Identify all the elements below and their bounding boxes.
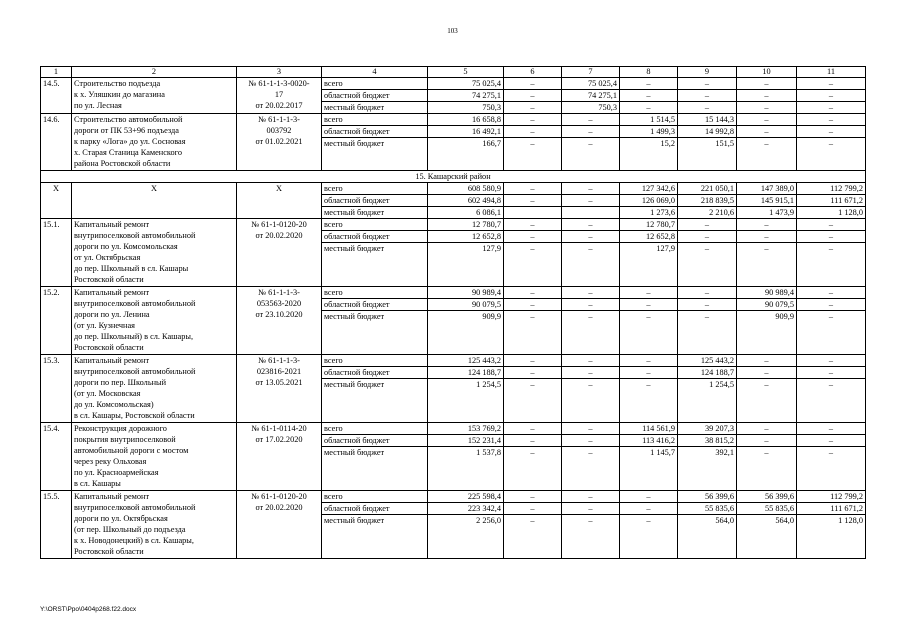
amount-cell: 75 025,4 (428, 78, 504, 90)
amount-cell: – (797, 435, 866, 447)
column-header: 1 (41, 67, 72, 78)
amount-cell (504, 207, 562, 219)
amount-cell: – (797, 287, 866, 299)
amount-cell: 16 658,8 (428, 114, 504, 126)
amount-cell: – (504, 435, 562, 447)
amount-cell: – (562, 379, 620, 423)
amount-cell: – (504, 102, 562, 114)
amount-cell: – (562, 355, 620, 367)
column-header: 4 (322, 67, 428, 78)
amount-cell: – (737, 102, 797, 114)
column-header: 8 (620, 67, 678, 78)
row-number: 15.5. (41, 491, 72, 559)
amount-cell: – (737, 114, 797, 126)
design-document: № 61-1-1-3- 003792 от 01.02.2021 (237, 114, 322, 171)
amount-cell: – (562, 183, 620, 195)
amount-cell: 39 207,3 (678, 423, 737, 435)
region-total-row (41, 183, 866, 195)
amount-cell: – (737, 435, 797, 447)
amount-cell: 127,9 (620, 243, 678, 287)
amount-cell: – (620, 491, 678, 503)
budget-source: областной бюджет (322, 503, 428, 515)
amount-cell: – (797, 379, 866, 423)
amount-cell: – (737, 78, 797, 90)
amount-cell: 124 188,7 (678, 367, 737, 379)
amount-cell: – (562, 287, 620, 299)
amount-cell: – (797, 126, 866, 138)
amount-cell: 112 799,2 (797, 183, 866, 195)
budget-source: областной бюджет (322, 90, 428, 102)
amount-cell: – (504, 379, 562, 423)
amount-cell: 111 671,2 (797, 195, 866, 207)
object-name: Строительство автомобильной дороги от ПК 53+96 подъезда к парку «Лога» до ул. Сосновая х. Старая Станица Каменского района Ростовской области (72, 114, 237, 171)
object-name: Капитальный ремонт внутрипоселковой автомобильной дороги по ул. Ленина (от ул. Кузнечная до пер. Школьный) в сл. Кашары, Ростовской области (72, 287, 237, 355)
amount-cell: – (562, 243, 620, 287)
amount-cell: – (678, 299, 737, 311)
amount-cell: – (797, 367, 866, 379)
amount-cell: – (562, 114, 620, 126)
amount-cell: – (562, 126, 620, 138)
amount-cell: 1 537,8 (428, 447, 504, 491)
amount-cell: 12 652,8 (620, 231, 678, 243)
amount-cell: 15,2 (620, 138, 678, 171)
amount-cell: – (504, 423, 562, 435)
object-name: Капитальный ремонт внутрипоселковой автомобильной дороги по ул. Комсомольская от ул. Октябрьская до пер. Школьный в сл. Кашары Ростовской области (72, 219, 237, 287)
row-number: 15.2. (41, 287, 72, 355)
amount-cell: – (504, 195, 562, 207)
object-name: Строительство подъезда к х. Уляшкин до магазина по ул. Лесная (72, 78, 237, 114)
amount-cell (562, 207, 620, 219)
amount-cell: 1 473,9 (737, 207, 797, 219)
table-row (41, 114, 866, 126)
amount-cell: – (797, 231, 866, 243)
design-document: № 61-1-1-3-0020- 17 от 20.02.2017 (237, 78, 322, 114)
object-name: Капитальный ремонт внутрипоселковой автомобильной дороги по ул. Октябрьская (от пер. Школьный до подъезда к х. Новодонецкий) в сл. Кашары, Ростовской области (72, 491, 237, 559)
budget-source: всего (322, 114, 428, 126)
amount-cell: 126 069,0 (620, 195, 678, 207)
amount-cell: – (620, 299, 678, 311)
amount-cell: – (562, 435, 620, 447)
amount-cell: – (620, 90, 678, 102)
amount-cell: 125 443,2 (428, 355, 504, 367)
amount-cell: – (504, 114, 562, 126)
amount-cell: – (678, 102, 737, 114)
amount-cell: – (504, 78, 562, 90)
amount-cell: – (737, 367, 797, 379)
amount-cell: – (562, 367, 620, 379)
amount-cell: – (620, 78, 678, 90)
amount-cell: 1 254,5 (678, 379, 737, 423)
amount-cell: – (562, 195, 620, 207)
amount-cell: 152 231,4 (428, 435, 504, 447)
row-number: 15.1. (41, 219, 72, 287)
amount-cell: – (678, 231, 737, 243)
amount-cell: – (737, 231, 797, 243)
amount-cell: – (504, 491, 562, 503)
amount-cell: 564,0 (737, 515, 797, 559)
page-number: 103 (447, 27, 458, 35)
column-header: 7 (562, 67, 620, 78)
budget-source: местный бюджет (322, 207, 428, 219)
amount-cell: – (504, 287, 562, 299)
amount-cell: – (678, 219, 737, 231)
amount-cell: – (678, 311, 737, 355)
amount-cell: 111 671,2 (797, 503, 866, 515)
budget-source: областной бюджет (322, 195, 428, 207)
amount-cell: 223 342,4 (428, 503, 504, 515)
amount-cell: 225 598,4 (428, 491, 504, 503)
amount-cell: 55 835,6 (737, 503, 797, 515)
amount-cell: – (504, 503, 562, 515)
amount-cell: 750,3 (562, 102, 620, 114)
column-header: 6 (504, 67, 562, 78)
budget-source: областной бюджет (322, 126, 428, 138)
amount-cell: 151,5 (678, 138, 737, 171)
amount-cell: 16 492,1 (428, 126, 504, 138)
amount-cell: – (678, 287, 737, 299)
amount-cell: – (737, 90, 797, 102)
amount-cell: – (504, 299, 562, 311)
design-document: № 61-1-0120-20 от 20.02.2020 (237, 491, 322, 559)
amount-cell: 114 561,9 (620, 423, 678, 435)
row-number: 15.4. (41, 423, 72, 491)
column-header: 9 (678, 67, 737, 78)
amount-cell: 602 494,8 (428, 195, 504, 207)
amount-cell: 1 514,5 (620, 114, 678, 126)
budget-source: всего (322, 287, 428, 299)
amount-cell: – (504, 231, 562, 243)
table-row (41, 355, 866, 367)
amount-cell: – (737, 355, 797, 367)
budget-source: местный бюджет (322, 447, 428, 491)
budget-source: всего (322, 491, 428, 503)
table-row (41, 78, 866, 90)
amount-cell: – (562, 231, 620, 243)
column-header: 11 (797, 67, 866, 78)
amount-cell: – (737, 423, 797, 435)
amount-cell: – (504, 183, 562, 195)
amount-cell: – (797, 138, 866, 171)
amount-cell: 127,9 (428, 243, 504, 287)
budget-source: областной бюджет (322, 299, 428, 311)
region-row (41, 171, 866, 183)
row-number: 14.6. (41, 114, 72, 171)
amount-cell: 166,7 (428, 138, 504, 171)
amount-cell: 74 275,1 (428, 90, 504, 102)
budget-source: областной бюджет (322, 367, 428, 379)
amount-cell: 56 399,6 (678, 491, 737, 503)
amount-cell: – (797, 243, 866, 287)
amount-cell: – (504, 311, 562, 355)
amount-cell: 12 780,7 (428, 219, 504, 231)
table-row (41, 423, 866, 435)
amount-cell: – (737, 447, 797, 491)
table-row (41, 491, 866, 503)
amount-cell: – (562, 447, 620, 491)
amount-cell: – (797, 114, 866, 126)
amount-cell: 909,9 (737, 311, 797, 355)
amount-cell: – (797, 423, 866, 435)
amount-cell: – (797, 102, 866, 114)
amount-cell: – (504, 126, 562, 138)
amount-cell: – (797, 355, 866, 367)
row-number: 15.3. (41, 355, 72, 423)
budget-source: местный бюджет (322, 311, 428, 355)
object-name: Реконструкция дорожного покрытия внутрипоселковой автомобильной дороги с мостом через реку Ольховая по ул. Красноармейская в сл. Кашары (72, 423, 237, 491)
amount-cell: – (562, 515, 620, 559)
region-title: 15. Кашарский район (41, 171, 866, 183)
amount-cell: – (504, 355, 562, 367)
amount-cell: – (620, 287, 678, 299)
amount-cell: – (797, 299, 866, 311)
amount-cell: – (737, 379, 797, 423)
amount-cell: 90 079,5 (428, 299, 504, 311)
column-header: 2 (72, 67, 237, 78)
budget-source: всего (322, 423, 428, 435)
amount-cell: 909,9 (428, 311, 504, 355)
amount-cell: – (797, 311, 866, 355)
amount-cell: – (562, 491, 620, 503)
column-header: 10 (737, 67, 797, 78)
design-document: № 61-1-1-3- 053563-2020 от 23.10.2020 (237, 287, 322, 355)
amount-cell: 1 128,0 (797, 515, 866, 559)
amount-cell: – (504, 90, 562, 102)
budget-source: местный бюджет (322, 379, 428, 423)
amount-cell: 145 915,1 (737, 195, 797, 207)
amount-cell: 90 989,4 (737, 287, 797, 299)
amount-cell: – (562, 311, 620, 355)
budget-source: местный бюджет (322, 243, 428, 287)
amount-cell: – (737, 138, 797, 171)
budget-source: местный бюджет (322, 515, 428, 559)
x-mark: Х (72, 183, 237, 219)
amount-cell: – (620, 515, 678, 559)
amount-cell: 2 210,6 (678, 207, 737, 219)
amount-cell: – (737, 126, 797, 138)
design-document: № 61-1-1-3- 023816-2021 от 13.05.2021 (237, 355, 322, 423)
column-header: 5 (428, 67, 504, 78)
amount-cell: – (504, 367, 562, 379)
amount-cell: – (797, 78, 866, 90)
amount-cell: – (620, 355, 678, 367)
amount-cell: – (562, 423, 620, 435)
table-row (41, 287, 866, 299)
amount-cell: 12 652,8 (428, 231, 504, 243)
amount-cell: – (797, 90, 866, 102)
amount-cell: – (504, 447, 562, 491)
amount-cell: 608 580,9 (428, 183, 504, 195)
budget-source: всего (322, 78, 428, 90)
budget-table (40, 66, 866, 559)
amount-cell: – (562, 138, 620, 171)
amount-cell: 127 342,6 (620, 183, 678, 195)
amount-cell: 218 839,5 (678, 195, 737, 207)
budget-source: областной бюджет (322, 231, 428, 243)
amount-cell: – (504, 515, 562, 559)
budget-source: местный бюджет (322, 102, 428, 114)
amount-cell: – (620, 311, 678, 355)
amount-cell: 113 416,2 (620, 435, 678, 447)
amount-cell: 55 835,6 (678, 503, 737, 515)
amount-cell: 124 188,7 (428, 367, 504, 379)
x-mark: Х (41, 183, 72, 219)
amount-cell: 1 254,5 (428, 379, 504, 423)
amount-cell: – (562, 219, 620, 231)
design-document: № 61-1-0120-20 от 20.02.2020 (237, 219, 322, 287)
amount-cell: 75 025,4 (562, 78, 620, 90)
amount-cell: 90 989,4 (428, 287, 504, 299)
column-number-row (41, 67, 866, 78)
amount-cell: – (678, 90, 737, 102)
amount-cell: 221 050,1 (678, 183, 737, 195)
amount-cell: – (504, 219, 562, 231)
column-header: 3 (237, 67, 322, 78)
amount-cell: 2 256,0 (428, 515, 504, 559)
amount-cell: – (504, 138, 562, 171)
amount-cell: 153 769,2 (428, 423, 504, 435)
amount-cell: 12 780,7 (620, 219, 678, 231)
amount-cell: – (620, 102, 678, 114)
amount-cell: – (562, 503, 620, 515)
amount-cell: 90 079,5 (737, 299, 797, 311)
amount-cell: 750,3 (428, 102, 504, 114)
table-row (41, 219, 866, 231)
amount-cell: – (620, 379, 678, 423)
amount-cell: 125 443,2 (678, 355, 737, 367)
amount-cell: – (620, 367, 678, 379)
budget-source: всего (322, 355, 428, 367)
amount-cell: 1 499,3 (620, 126, 678, 138)
amount-cell: – (737, 219, 797, 231)
x-mark: Х (237, 183, 322, 219)
budget-source: всего (322, 219, 428, 231)
amount-cell: 1 273,6 (620, 207, 678, 219)
amount-cell: 56 399,6 (737, 491, 797, 503)
amount-cell: 6 086,1 (428, 207, 504, 219)
amount-cell: 38 815,2 (678, 435, 737, 447)
amount-cell: – (797, 219, 866, 231)
budget-source: местный бюджет (322, 138, 428, 171)
design-document: № 61-1-0114-20 от 17.02.2020 (237, 423, 322, 491)
amount-cell: 14 992,8 (678, 126, 737, 138)
row-number: 14.5. (41, 78, 72, 114)
amount-cell: 74 275,1 (562, 90, 620, 102)
amount-cell: 1 145,7 (620, 447, 678, 491)
amount-cell: – (562, 299, 620, 311)
amount-cell: – (678, 243, 737, 287)
amount-cell: – (678, 78, 737, 90)
file-path-footer: Y:\ORST\Ppo\0404p268.f22.docx (40, 606, 137, 613)
amount-cell: – (504, 243, 562, 287)
budget-source: областной бюджет (322, 435, 428, 447)
object-name: Капитальный ремонт внутрипоселковой автомобильной дороги по пер. Школьный (от ул. Московская до ул. Комсомольская) в сл. Кашары, Ростовской области (72, 355, 237, 423)
amount-cell: – (620, 503, 678, 515)
amount-cell: – (797, 447, 866, 491)
amount-cell: 1 128,0 (797, 207, 866, 219)
amount-cell: – (737, 243, 797, 287)
amount-cell: 392,1 (678, 447, 737, 491)
amount-cell: 147 389,0 (737, 183, 797, 195)
budget-source: всего (322, 183, 428, 195)
amount-cell: 564,0 (678, 515, 737, 559)
amount-cell: 15 144,3 (678, 114, 737, 126)
amount-cell: 112 799,2 (797, 491, 866, 503)
